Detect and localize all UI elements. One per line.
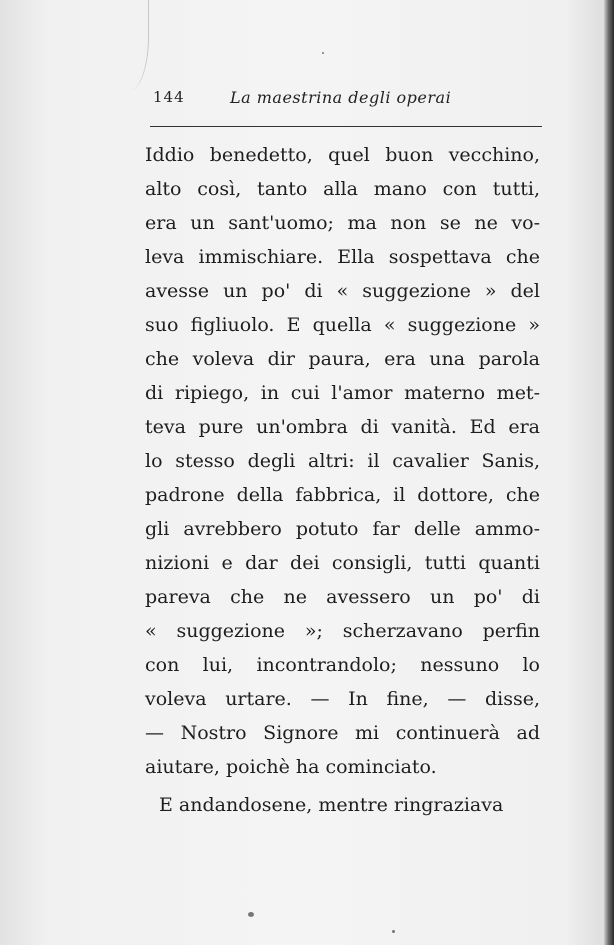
- text-line: « suggezione »; scherzavano perfin: [145, 620, 540, 642]
- text-line: suo figliuolo. E quella « suggezione »: [145, 314, 540, 336]
- paper-speck: [248, 912, 254, 917]
- text-line: padrone della fabbrica, il dottore, che: [145, 484, 540, 506]
- paper-speck: [322, 52, 324, 54]
- text-line: lo stesso degli altri: il cavalier Sanis,: [145, 450, 540, 472]
- text-line: con lui, incontrandolo; nessuno lo: [145, 654, 540, 676]
- text-line: teva pure un'ombra di vanità. Ed era: [145, 416, 540, 438]
- text-line: pareva che ne avessero un po' di: [145, 586, 540, 608]
- paper-speck: [392, 930, 395, 933]
- body-text: [145, 138, 540, 822]
- paragraph: [145, 138, 540, 784]
- paragraph: [145, 788, 540, 822]
- text-line: voleva urtare. — In fine, — disse,: [145, 688, 540, 710]
- text-line: che voleva dir paura, era una parola: [145, 348, 540, 370]
- text-line: aiutare, poichè ha cominciato.: [145, 756, 437, 778]
- header-rule: [150, 126, 542, 127]
- text-line: leva immischiare. Ella sospettava che: [145, 246, 540, 268]
- text-line: alto così, tanto alla mano con tutti,: [145, 178, 540, 200]
- page-crease: [118, 0, 149, 90]
- page-edge-shadow: [604, 0, 614, 945]
- text-line: avesse un po' di « suggezione » del: [145, 280, 540, 302]
- text-line: — Nostro Signore mi continuerà ad: [145, 722, 540, 744]
- text-line: gli avrebbero potuto far delle ammo-: [145, 518, 540, 540]
- running-title: La maestrina degli operai: [230, 88, 452, 107]
- text-line: E andandosene, mentre ringraziava: [159, 794, 504, 816]
- text-line: era un sant'uomo; ma non se ne vo-: [145, 212, 540, 234]
- page-number: 144: [153, 88, 185, 106]
- text-line: Iddio benedetto, quel buon vecchino,: [145, 144, 540, 166]
- text-line: nizioni e dar dei consigli, tutti quanti: [145, 552, 540, 574]
- text-line: di ripiego, in cui l'amor materno met-: [145, 382, 540, 404]
- page-header: [150, 88, 542, 116]
